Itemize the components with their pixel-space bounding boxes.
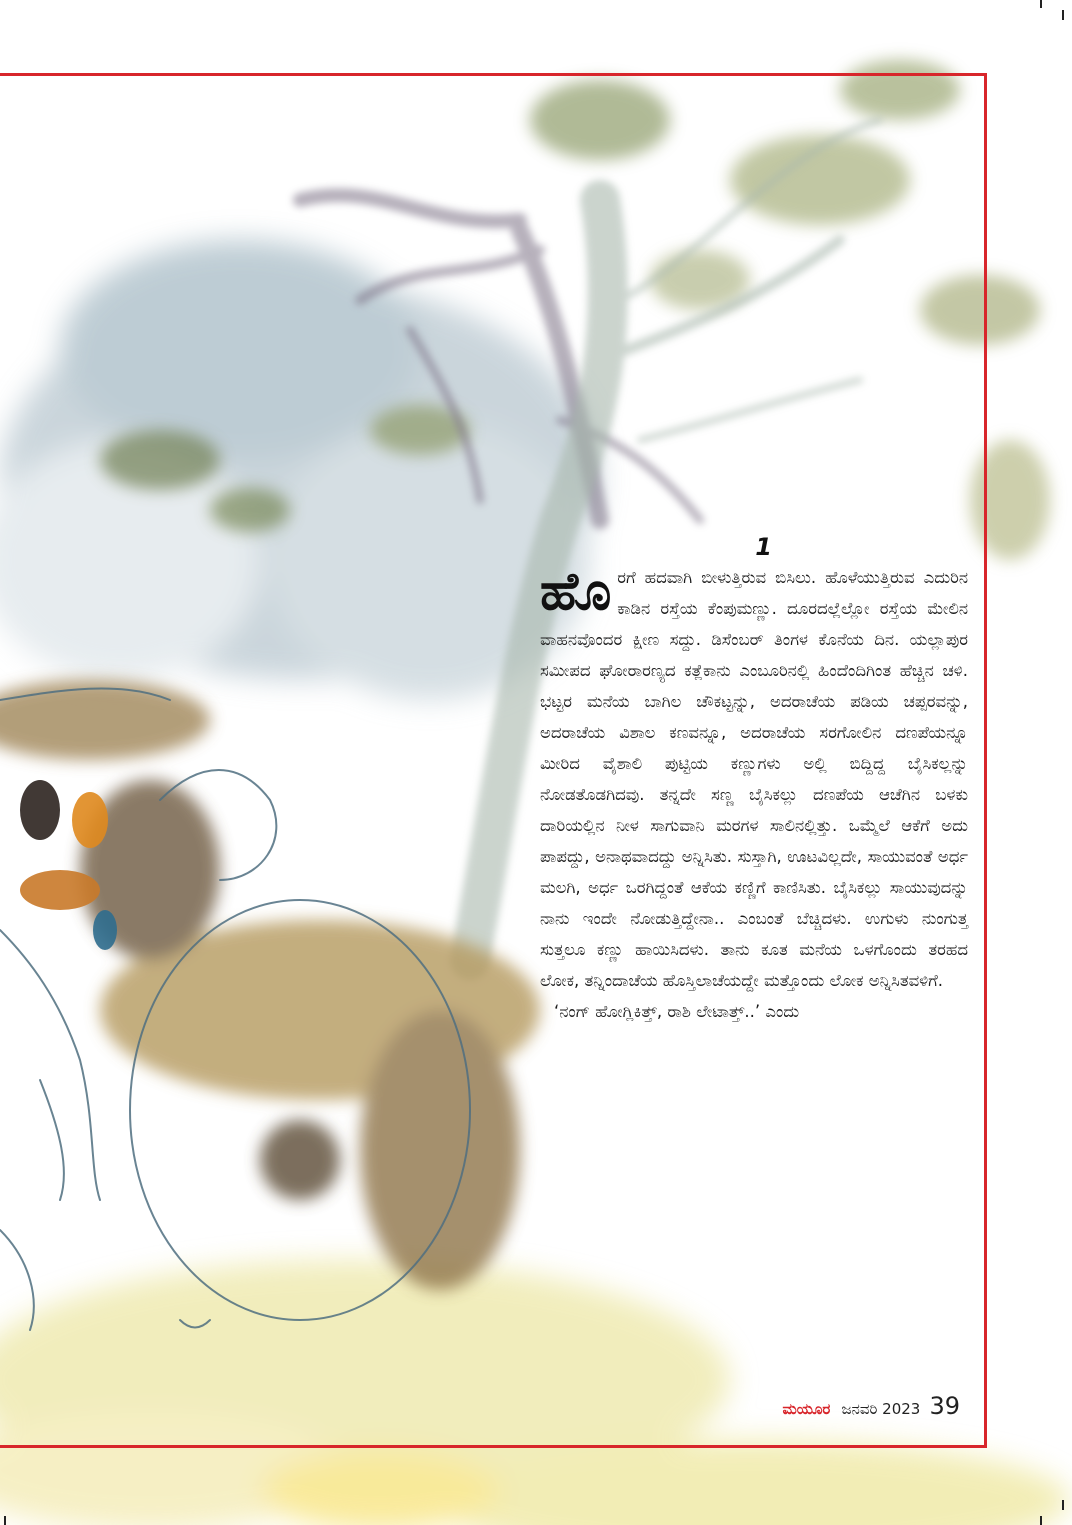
drop-cap: ಹೊ [540,562,612,622]
paragraph: ‘ನಂಗ್ ಹೋಗ್ಲಿಕಿತ್ತ್, ರಾಶಿ ಲೇಟಾತ್ತ್..’ ಎಂದು [554,1002,800,1021]
crop-mark [1062,1500,1064,1510]
paragraph [540,562,968,996]
page-number: 39 [929,1392,960,1420]
section-number: 1 [755,533,772,561]
crop-mark [1062,10,1064,20]
crop-mark [1040,1516,1042,1525]
crop-mark [4,1516,6,1525]
issue-date: ಜನವರಿ 2023 [841,1400,921,1418]
article-column [540,532,968,1027]
paragraph-text: ರಗೆ ಹದವಾಗಿ ಬೀಳುತ್ತಿರುವ ಬಿಸಿಲು. ಹೊಳೆಯುತ್ತಿರುವ ಎದುರಿನ ಕಾಡಿನ ರಸ್ತೆಯ ಕೆಂಪುಮಣ್ಣು. ದೂರದಲ್ಲೆಲ್ಲೋ ರಸ್ತೆಯ ಮೇಲಿನ ವಾಹನವೊಂದರ ಕ್ಷೀಣ ಸದ್ದು. ಡಿಸೆಂಬರ್ ತಿಂಗಳ ಕೊನೆಯ ದಿನ. ಯಲ್ಲಾಪುರ ಸಮೀಪದ ಘೋರಾರಣ್ಯದ ಕತ್ಲೆಕಾನು ಎಂಬೂರಿನಲ್ಲಿ ಹಿಂದೆಂದಿಗಿಂತ ಹೆಚ್ಚಿನ ಚಳಿ. ಭಟ್ಟರ ಮನೆಯ ಬಾಗಿಲ ಚೌಕಟ್ಟನ್ನು, ಅದರಾಚೆಯ ಪಡಿಯ ಚಪ್ಪರವನ್ನು, ಅದರಾಚೆಯ ವಿಶಾಲ ಕಣವನ್ನೂ, ಅದರಾಚೆಯ ಸರಗೋಲಿನ ದಣಪೆಯನ್ನೂ ಮೀರಿದ ವೈಶಾಲಿ ಪುಟ್ಟಿಯ ಕಣ್ಣುಗಳು ಅಲ್ಲಿ ಬಿದ್ದಿದ್ದ ಬೈಸಿಕಲ್ಲನ್ನು ನೋಡತೊಡಗಿದವು. ತನ್ನದೇ ಸಣ್ಣ ಬೈಸಿಕಲ್ಲು ದಣಪೆಯ ಆಚೆಗಿನ ಬಳಕು ದಾರಿಯಲ್ಲಿನ ನೀಳ ಸಾಗುವಾನಿ ಮರಗಳ ಸಾಲಿನಲ್ಲಿತ್ತು. ಒಮ್ಮೆಲೆ ಆಕೆಗೆ ಅದು ಪಾಪದ್ದು, ಅನಾಥವಾದದ್ದು ಅನ್ನಿಸಿತು. ಸುಸ್ತಾಗಿ, ಊಟವಿಲ್ಲದೇ, ಸಾಯುವಂತೆ ಅರ್ಧ ಮಲಗಿ, ಅರ್ಧ ಒರಗಿದ್ದಂತೆ ಆಕೆಯ ಕಣ್ಣಿಗೆ ಕಾಣಿಸಿತು. ಬೈಸಿಕಲ್ಲು ಸಾಯುವುದನ್ನು ನಾನು ಇಂದೇ ನೋಡುತ್ತಿದ್ದೇನಾ.. ಎಂಬಂತೆ ಬೆಚ್ಚಿದಳು. ಉಗುಳು ನುಂಗುತ್ತ ಸುತ್ತಲೂ ಕಣ್ಣು ಹಾಯಿಸಿದಳು. ತಾನು ಕೂತ ಮನೆಯ ಒಳಗೊಂದು ತರಹದ ಲೋಕ, ತನ್ನಿಂದಾಚೆಯ ಹೊಸ್ತಿಲಾಚೆಯದ್ದೇ ಮತ್ತೊಂದು ಲೋಕ ಅನ್ನಿಸಿತವಳಿಗೆ. [540,568,968,990]
page-footer [783,1392,961,1420]
magazine-name: ಮಯೂರ [782,1400,831,1418]
crop-mark [1040,0,1042,8]
